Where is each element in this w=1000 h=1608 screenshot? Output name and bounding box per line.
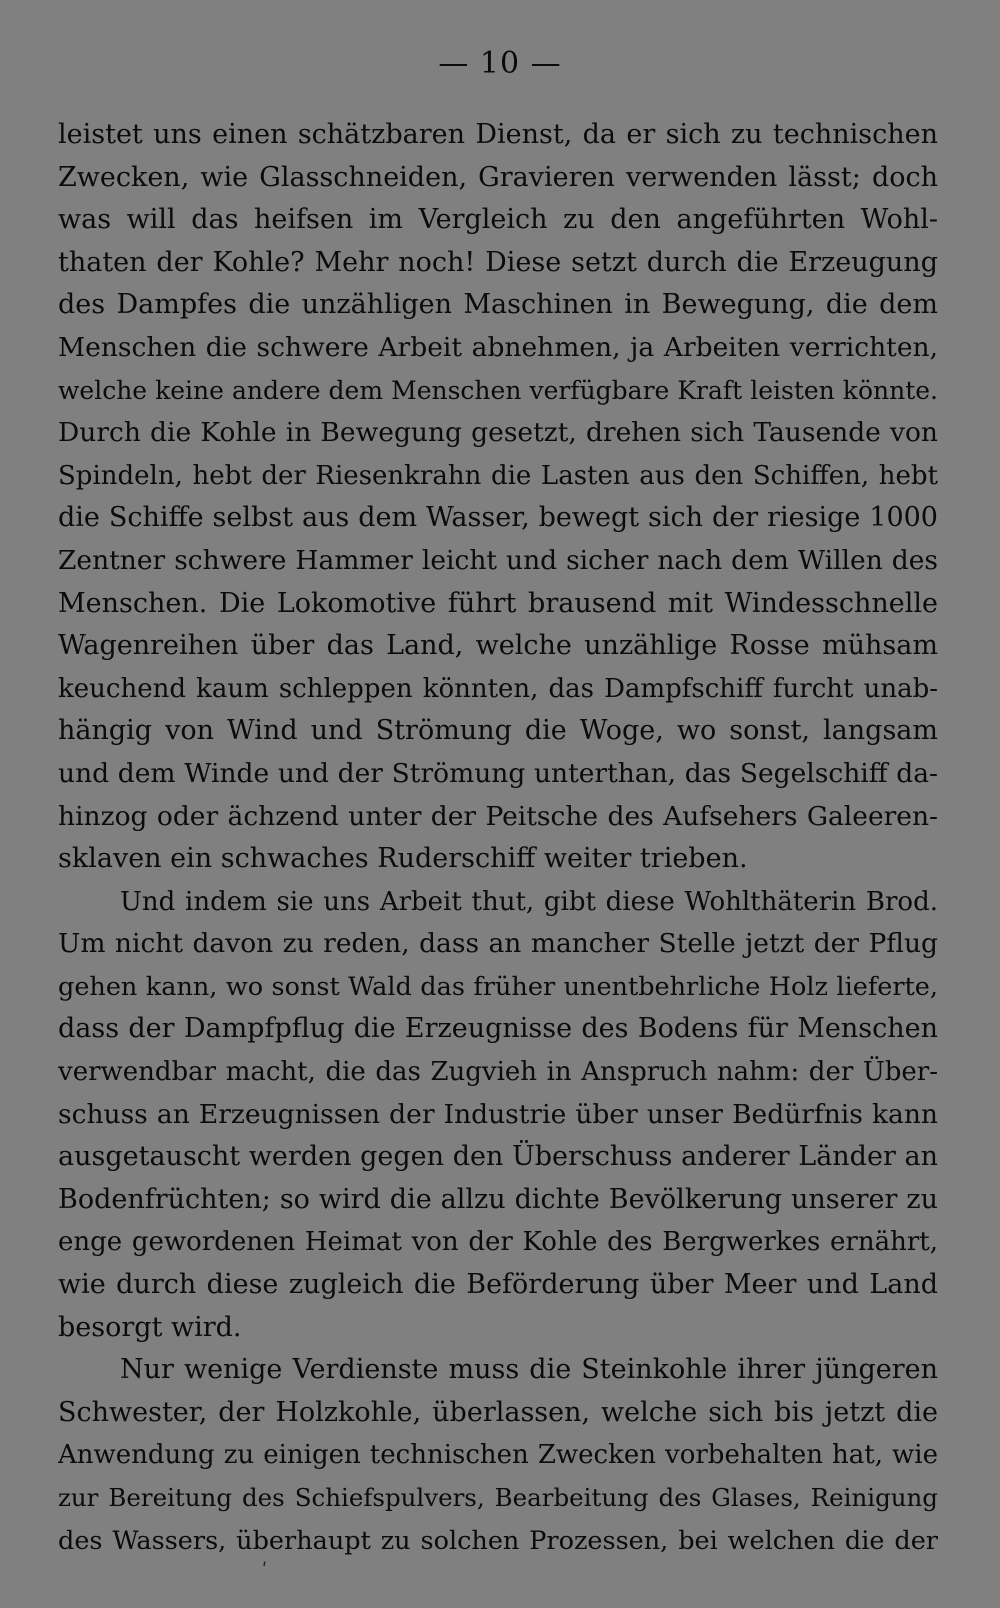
text-line: die Schiffe selbst aus dem Wasser, bewegt sich der riesige 1000 [58, 502, 938, 534]
text-line: was will das heifsen im Vergleich zu den angeführten Wohl- [58, 204, 938, 236]
text-line: ausgetauscht werden gegen den Überschuss anderer Länder an [58, 1141, 938, 1173]
text-line: Anwendung zu einigen technischen Zwecken vorbehalten hat, wie [58, 1440, 938, 1471]
text-line: Wagenreihen über das Land, welche unzählige Rosse mühsam [58, 630, 938, 662]
text-line: gehen kann, wo sonst Wald das früher unentbehrliche Holz lieferte, [58, 971, 938, 1002]
page-number: — 10 — [438, 46, 562, 81]
paragraph-start-line: Nur wenige Verdienste muss die Steinkohle ihrer jüngeren [120, 1354, 938, 1386]
text-line: keuchend kaum schleppen könnten, das Dampfschiff furcht unab- [58, 673, 938, 704]
paragraph-start-line: Und indem sie uns Arbeit thut, gibt diese Wohlthäterin Brod. [120, 886, 938, 917]
text-line: hinzog oder ächzend unter der Peitsche des Aufsehers Galeeren- [58, 800, 938, 832]
body-text [58, 114, 938, 1562]
text-line: hängig von Wind und Strömung die Woge, wo sonst, langsam [58, 715, 938, 747]
text-line: dass der Dampfpflug die Erzeugnisse des Bodens für Menschen [58, 1013, 938, 1045]
text-line: Menschen die schwere Arbeit abnehmen, ja Arbeiten verrichten, [58, 331, 938, 363]
text-line: Um nicht davon zu reden, dass an mancher Stelle jetzt der Pflug [58, 928, 938, 960]
paragraph-end-line: sklaven ein schwaches Ruderschiff weiter trieben. [58, 843, 748, 875]
text-line: des Dampfes die unzähligen Maschinen in Bewegung, die dem [58, 289, 938, 321]
print-speck: ʹ [262, 1560, 268, 1581]
text-line: Menschen. Die Lokomotive führt brausend mit Windesschnelle [58, 587, 938, 619]
text-line: zur Bereitung des Schiefspulvers, Bearbeitung des Glases, Reinigung [58, 1483, 938, 1512]
text-line: Bodenfrüchten; so wird die allzu dichte Bevölkerung unserer zu [58, 1183, 938, 1215]
text-line: und dem Winde und der Strömung unterthan, das Segelschiff da- [58, 757, 938, 789]
text-line: schuss an Erzeugnissen der Industrie über unser Bedürfnis kann [58, 1098, 938, 1130]
text-line: verwendbar macht, die das Zugvieh in Anspruch nahm: der Über- [58, 1057, 938, 1088]
text-line: thaten der Kohle? Mehr noch! Diese setzt durch die Erzeugung [58, 246, 938, 278]
text-line: Schwester, der Holzkohle, überlassen, welche sich bis jetzt die [58, 1396, 938, 1428]
text-line: Zentner schwere Hammer leicht und sicher nach dem Willen des [58, 544, 938, 576]
text-line: leistet uns einen schätzbaren Dienst, da er sich zu technischen [58, 119, 938, 150]
text-line: Zwecken, wie Glasschneiden, Gravieren verwenden lässt; doch [58, 161, 938, 193]
text-line: enge gewordenen Heimat von der Kohle des Bergwerkes ernährt, [58, 1227, 938, 1258]
text-line: welche keine andere dem Menschen verfügbare Kraft leisten könnte. [58, 375, 938, 405]
paragraph-end-line: besorgt wird. [58, 1311, 242, 1343]
text-line: wie durch diese zugleich die Beförderung über Meer und Land [58, 1269, 938, 1301]
text-line: Durch die Kohle in Bewegung gesetzt, drehen sich Tausende von [58, 417, 938, 449]
text-line: des Wassers, überhaupt zu solchen Prozessen, bei welchen die der [58, 1525, 938, 1556]
text-line: Spindeln, hebt der Riesenkrahn die Lasten aus den Schiffen, hebt [58, 460, 938, 491]
